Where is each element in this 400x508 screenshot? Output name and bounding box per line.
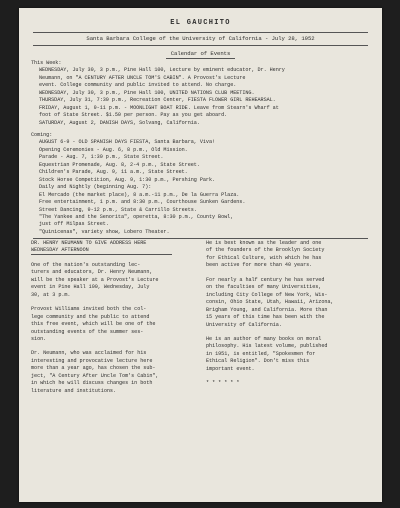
article-headline: WEDNESDAY AFTERNOON	[31, 247, 89, 254]
article-line: outstanding events of the summer ses-	[31, 328, 144, 335]
coming-line: "The Yankee and the Senorita", operetta, 8:30 p.m., County Bowl,	[39, 213, 234, 220]
headline-underline	[31, 254, 172, 255]
article-left-column	[31, 240, 158, 395]
article-line: consin, Ohio State, Utah, Hawaii, Arizona,	[206, 299, 334, 306]
header-rule-bottom	[33, 45, 368, 46]
masthead: EL GAUCHITO	[170, 19, 231, 27]
article-line: in which he will discuss changes in both	[31, 380, 153, 387]
coming-line: Daily and Nightly (beginning Aug. 7):	[39, 184, 152, 191]
header-rule-top	[33, 32, 368, 33]
calendar-line: Neumann, on "A CENTURY AFTER UNCLE TOM'S CABIN". A Provost's Lecture	[39, 74, 246, 81]
article-line: event in Pine Hall 100, Wednesday, July	[31, 284, 150, 291]
coming-line: Parade - Aug. 7, 1:30 p.m., State Street.	[39, 154, 164, 161]
article-line: For nearly a half century he has served	[206, 276, 325, 283]
coming-line: Stock Horse Competition, Aug. 9, 1:30 p.m., Pershing Park.	[39, 176, 216, 183]
coming-line: Equestrian Promenade, Aug. 8, 2-4 p.m., State Street.	[39, 161, 200, 168]
article-line: Dr. Neumann, who was acclaimed for his	[31, 350, 147, 357]
article-line: this free event, which will be one of the	[31, 321, 156, 328]
paragraph-gap	[206, 270, 333, 277]
coming-line: El Mercado (the market place), 8 a.m.-11 p.m., De la Guerra Plaza.	[39, 191, 240, 198]
paragraph-gap	[206, 373, 333, 380]
calendar-coming	[31, 132, 245, 236]
calendar-line: FRIDAY, August 1, 9-11 p.m. - MOONLIGHT BOAT RIDE. Leave from Stearn's Wharf at	[39, 104, 279, 111]
article-line: He is best known as the leader and one	[206, 240, 322, 246]
article-line: University of California.	[206, 321, 282, 328]
article-line: Brigham Young, and California. More than	[206, 306, 328, 313]
article-line: literature and institutions.	[31, 387, 116, 394]
calendar-line: WEDNESDAY, July 30, 3 p.m., Pine Hall 100, Lecture by eminent educator, Dr. Henry	[39, 67, 285, 74]
this-week-label: This Week:	[31, 60, 62, 66]
paragraph-gap	[31, 255, 158, 262]
calendar-line: event. College community and public invited to attend. No charge.	[39, 82, 237, 89]
calendar-line: WEDNESDAY, July 30, 3 p.m., Pine Hall 100, UNITED NATIONS CLUB MEETING.	[39, 89, 255, 96]
calendar-title: Calendar of Events	[170, 50, 231, 57]
coming-line: Opening Ceremonies - Aug. 6, 8 p.m., Old Mission.	[39, 146, 188, 153]
coming-line: just off Milpas Street.	[39, 221, 109, 228]
article-line: been active for more than 40 years.	[206, 262, 313, 269]
paragraph-gap	[31, 343, 158, 350]
article-line: for Ethical Culture, with which he has	[206, 254, 322, 261]
calendar-line: SATURDAY, August 2, DANISH DAYS, Solvang, California.	[39, 119, 200, 126]
article-line: lege community and the public to attend	[31, 313, 150, 320]
article-line: philosophy. His latest volume, published	[206, 343, 328, 350]
article-headline: DR. HENRY NEUMANN TO GIVE ADDRESS HERE	[31, 240, 147, 246]
calendar-line: THURSDAY, July 31, 7:30 p.m., Recreation Center, FIESTA FLOWER GIRL REHEARSAL.	[39, 97, 276, 104]
article-line: more than a year ago, has chosen the sub-	[31, 365, 156, 372]
section-rule	[33, 238, 368, 239]
calendar-line: foot of State Street. $1.50 per person. Pay as you get aboard.	[39, 112, 228, 119]
article-line: important event.	[206, 365, 255, 372]
coming-line: Street Dancing, 9-12 p.m., State & Carrillo Streets.	[39, 206, 197, 213]
article-line: ject, "A Century After Uncle Tom's Cabin",	[31, 372, 159, 379]
article-line: One of the nation's outstanding lec-	[31, 261, 141, 268]
article-right-column	[206, 240, 333, 388]
article-line: of the founders of the Brooklyn Society	[206, 247, 325, 254]
article-line: turers and educators, Dr. Henry Neumann,	[31, 269, 153, 276]
article-line: 30, at 3 p.m.	[31, 291, 71, 298]
paragraph-gap	[31, 299, 158, 306]
coming-line: "Quinicenas", variety show, Lobero Theater.	[39, 228, 170, 235]
coming-line: Free entertainment, 1 p.m. and 8:30 p.m., Courthouse Sunken Gardens.	[39, 199, 246, 206]
article-line: sion.	[31, 335, 47, 342]
calendar-this-week	[31, 60, 285, 127]
article-line: 15 years of this time has been with the	[206, 314, 325, 321]
subheader: Santa Barbara College of the University of California - July 28, 1952	[86, 35, 315, 42]
article-line: Ethical Religion". Don't miss this	[206, 358, 310, 365]
coming-line: Children's Parade, Aug. 9, 11 a.m., State Street.	[39, 169, 188, 176]
article-line: interesting and provocative lecture here	[31, 357, 153, 364]
paragraph-gap	[206, 329, 333, 336]
article-line: will be the speaker at a Provost's Lecture	[31, 276, 159, 283]
document-page	[19, 8, 382, 502]
article-line: He is an author of many books on moral	[206, 335, 322, 342]
article-line: in 1951, is entitled, "Spokesmen for	[206, 350, 316, 357]
coming-label: Coming:	[31, 132, 53, 138]
article-line: on the faculties of many Universities,	[206, 284, 322, 291]
article-line: Provost Williams invited both the col-	[31, 306, 147, 313]
coming-line: AUGUST 6-9 - OLD SPANISH DAYS FIESTA, Santa Barbara, Viva!	[39, 139, 216, 146]
closing-asterisks: * * * * * *	[206, 380, 240, 387]
article-line: including City College of New York, Wis-	[206, 291, 328, 298]
calendar-title-underline	[166, 58, 235, 59]
